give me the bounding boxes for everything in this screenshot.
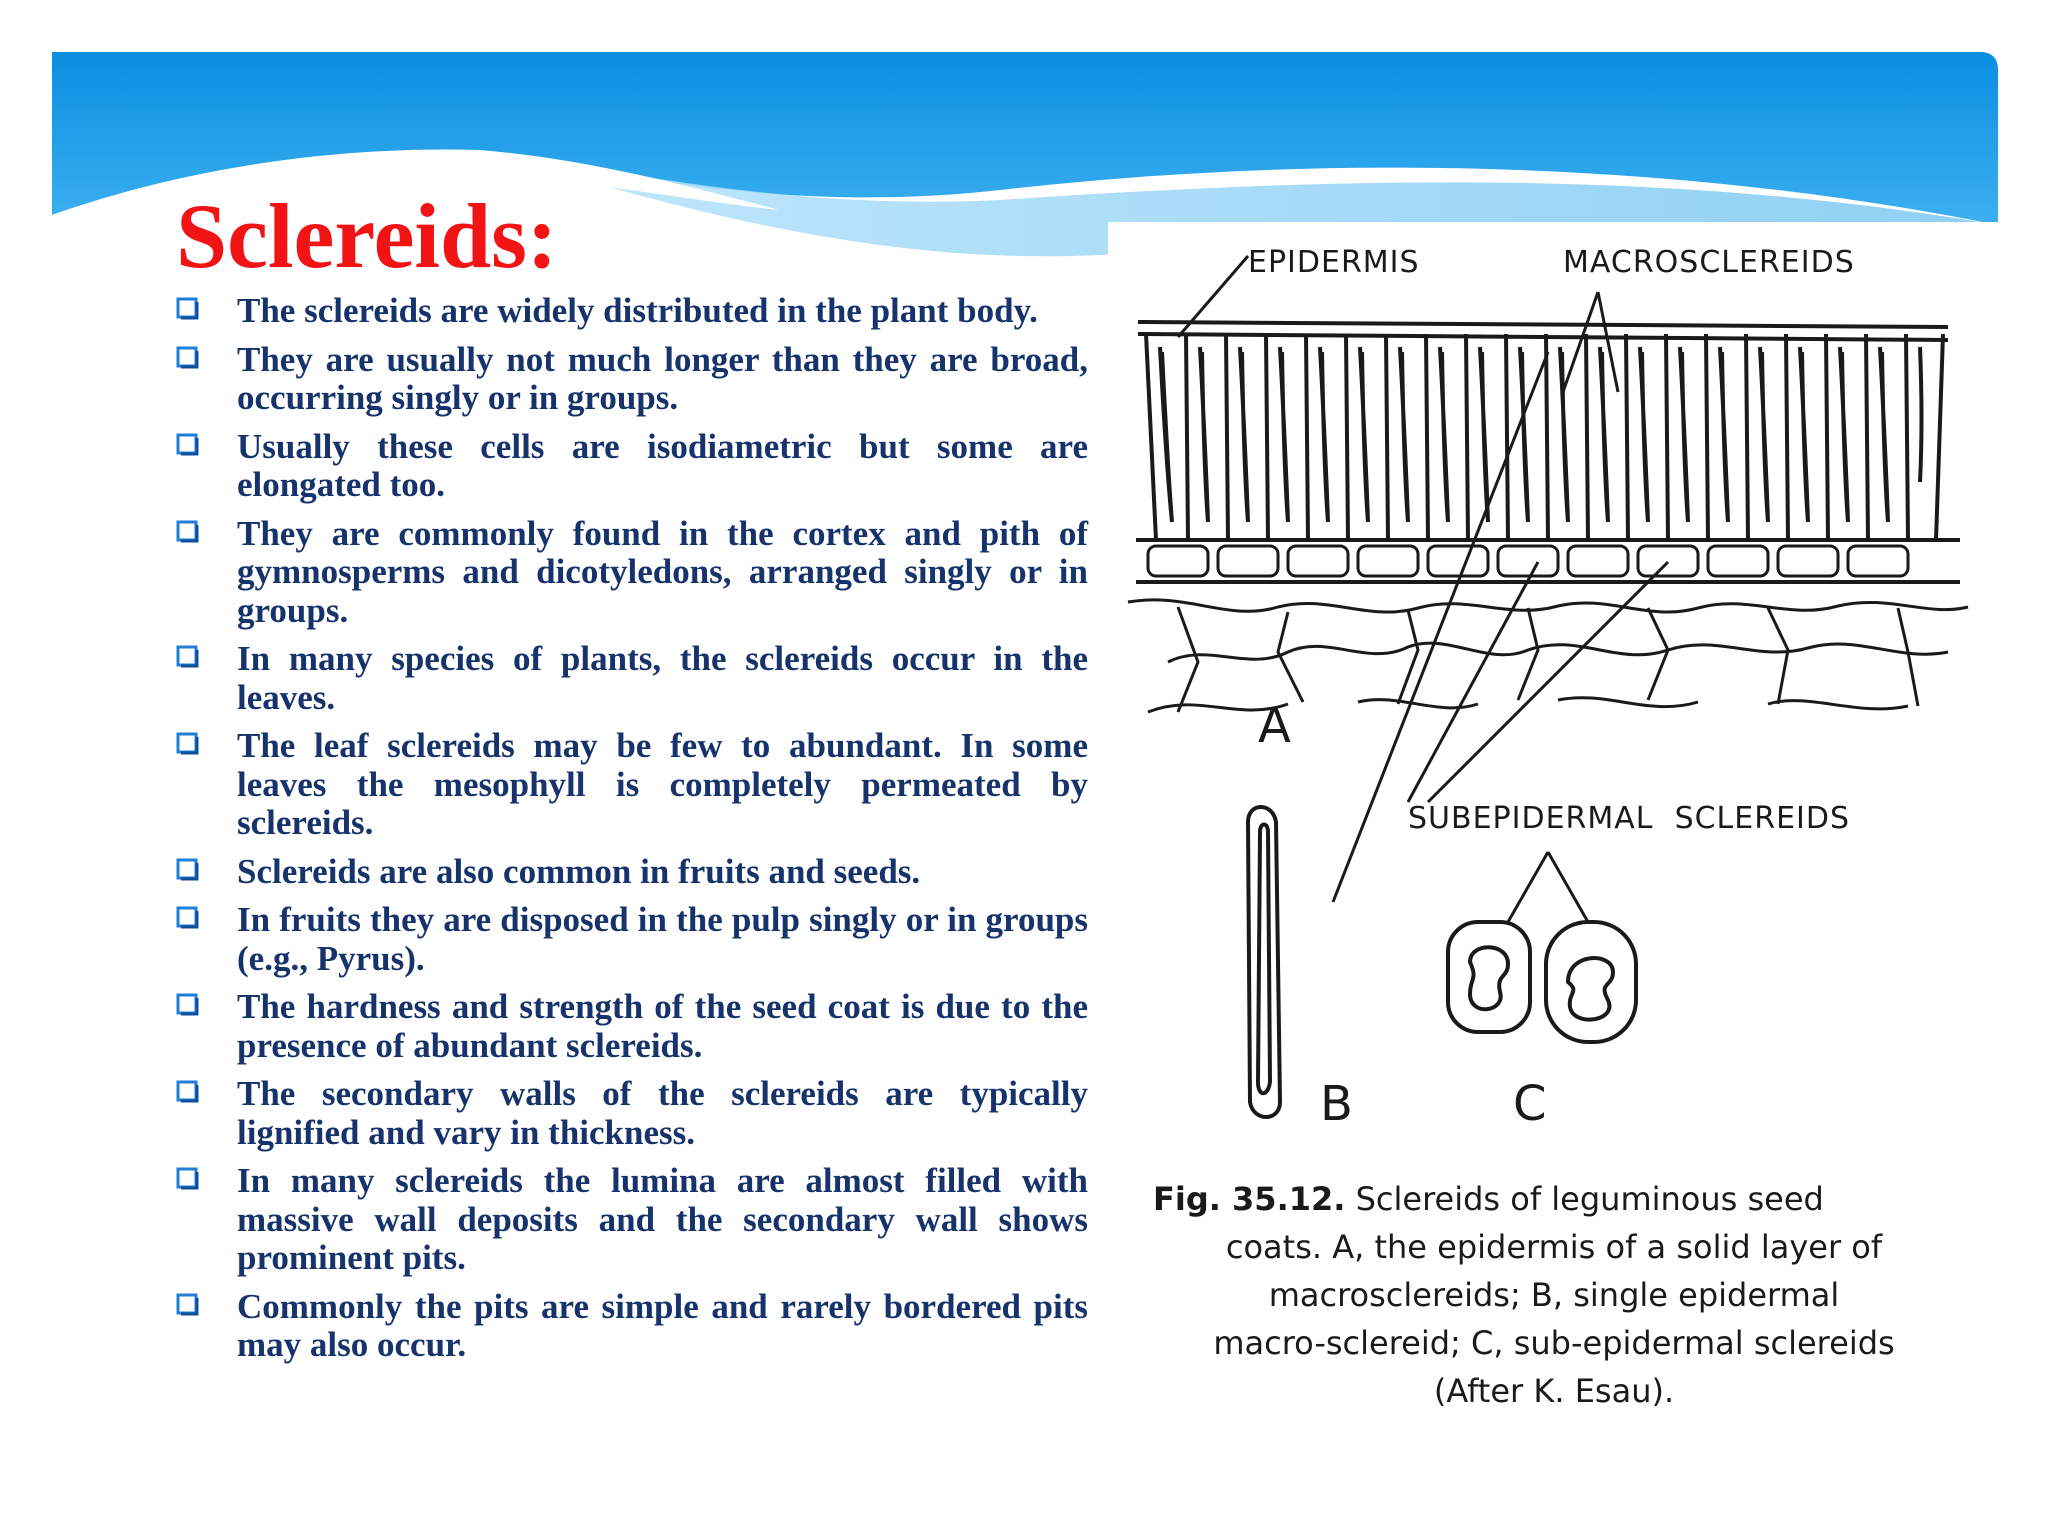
sclereids-diagram [1108,222,2000,1452]
caption-line: Sclereids of leguminous seed [1345,1180,1824,1218]
label-b: B [1320,1076,1353,1132]
list-item [176,901,1088,978]
bullet-list [176,292,1088,1375]
svg-text:Fig. 35.12. Sclereids of legum [1153,1180,1824,1218]
list-item [176,1288,1088,1365]
subepidermal-pointer-line [1408,562,1538,802]
caption-line: coats. A, the epidermis of a solid layer of [1225,1228,1883,1266]
bullet-text: They are commonly found in the cortex and pith of gymnosperms and dicotyledons, arranged singly or in groups. [237,513,1088,630]
bullet-text: Usually these cells are isodiametric but some are elongated too. [237,426,1088,504]
hollow-square-bullet-icon [176,645,200,669]
single-macrosclereid-b [1248,807,1280,1117]
bullet-text: The leaf sclereids may be few to abundant. In some leaves the mesophyll is completely permeated by sclereids. [237,726,1088,842]
epidermis-pointer-line [1178,256,1248,337]
subepidermal-sclereids-c [1448,922,1636,1042]
figure-caption [1153,1180,1895,1410]
list-item [176,1075,1088,1152]
list-item [176,292,1088,331]
c-pointer-line [1508,852,1548,922]
bullet-text: The secondary walls of the sclereids are typically lignified and vary in thickness. [237,1074,1088,1152]
hollow-square-bullet-icon [176,346,200,370]
hollow-square-bullet-icon [176,1167,200,1191]
hollow-square-bullet-icon [176,297,200,321]
subepidermal-pointer-line [1428,562,1668,802]
slide-title: Sclereids: [176,185,558,287]
label-c: C [1513,1076,1547,1132]
caption-figure-number: Fig. 35.12. [1153,1180,1346,1218]
hollow-square-bullet-icon [176,520,200,544]
list-item [176,727,1088,843]
label-macrosclereids: MACROSCLEREIDS [1563,245,1855,280]
hollow-square-bullet-icon [176,993,200,1017]
bullet-text: In many species of plants, the sclereids occur in the leaves. [237,639,1088,717]
list-item [176,341,1088,418]
list-item [176,428,1088,505]
list-item [176,515,1088,631]
sclereids-figure [1108,222,2000,1452]
bullet-text: The hardness and strength of the seed coat is due to the presence of abundant sclereids. [237,987,1088,1065]
label-a: A [1258,698,1291,754]
caption-line: (After K. Esau). [1433,1372,1675,1410]
c-pointer-line [1548,852,1588,922]
label-subepidermal-sclereids: SUBEPIDERMAL SCLEREIDS [1408,801,1851,836]
hollow-square-bullet-icon [176,1293,200,1317]
hollow-square-bullet-icon [176,433,200,457]
caption-line: macrosclereids; B, single epidermal [1268,1276,1840,1314]
list-item [176,853,1088,892]
hollow-square-bullet-icon [176,858,200,882]
macrosclereids-pointer-line [1563,292,1598,392]
bullet-text: They are usually not much longer than they are broad, occurring singly or in groups. [237,339,1088,417]
list-item [176,988,1088,1065]
parenchyma-tissue [1128,600,1968,712]
subepidermal-sclereid-row [1148,546,1908,576]
bullet-text: In many sclereids the lumina are almost filled with massive wall deposits and the secondary wall shows prominent pits. [237,1161,1088,1277]
label-epidermis: EPIDERMIS [1248,245,1420,280]
hollow-square-bullet-icon [176,906,200,930]
hollow-square-bullet-icon [176,1080,200,1104]
caption-line: macro-sclereid; C, sub-epidermal sclereids [1213,1324,1895,1362]
bullet-text: The sclereids are widely distributed in the plant body. [237,291,1038,330]
bullet-text: Sclereids are also common in fruits and seeds. [237,851,921,891]
list-item [176,640,1088,717]
macrosclereid-palisade-layer [1136,322,1960,582]
bullet-text: In fruits they are disposed in the pulp singly or in groups (e.g., Pyrus). [237,900,1088,978]
bullet-text: Commonly the pits are simple and rarely bordered pits may also occur. [237,1286,1088,1364]
hollow-square-bullet-icon [176,732,200,756]
list-item [176,1162,1088,1278]
